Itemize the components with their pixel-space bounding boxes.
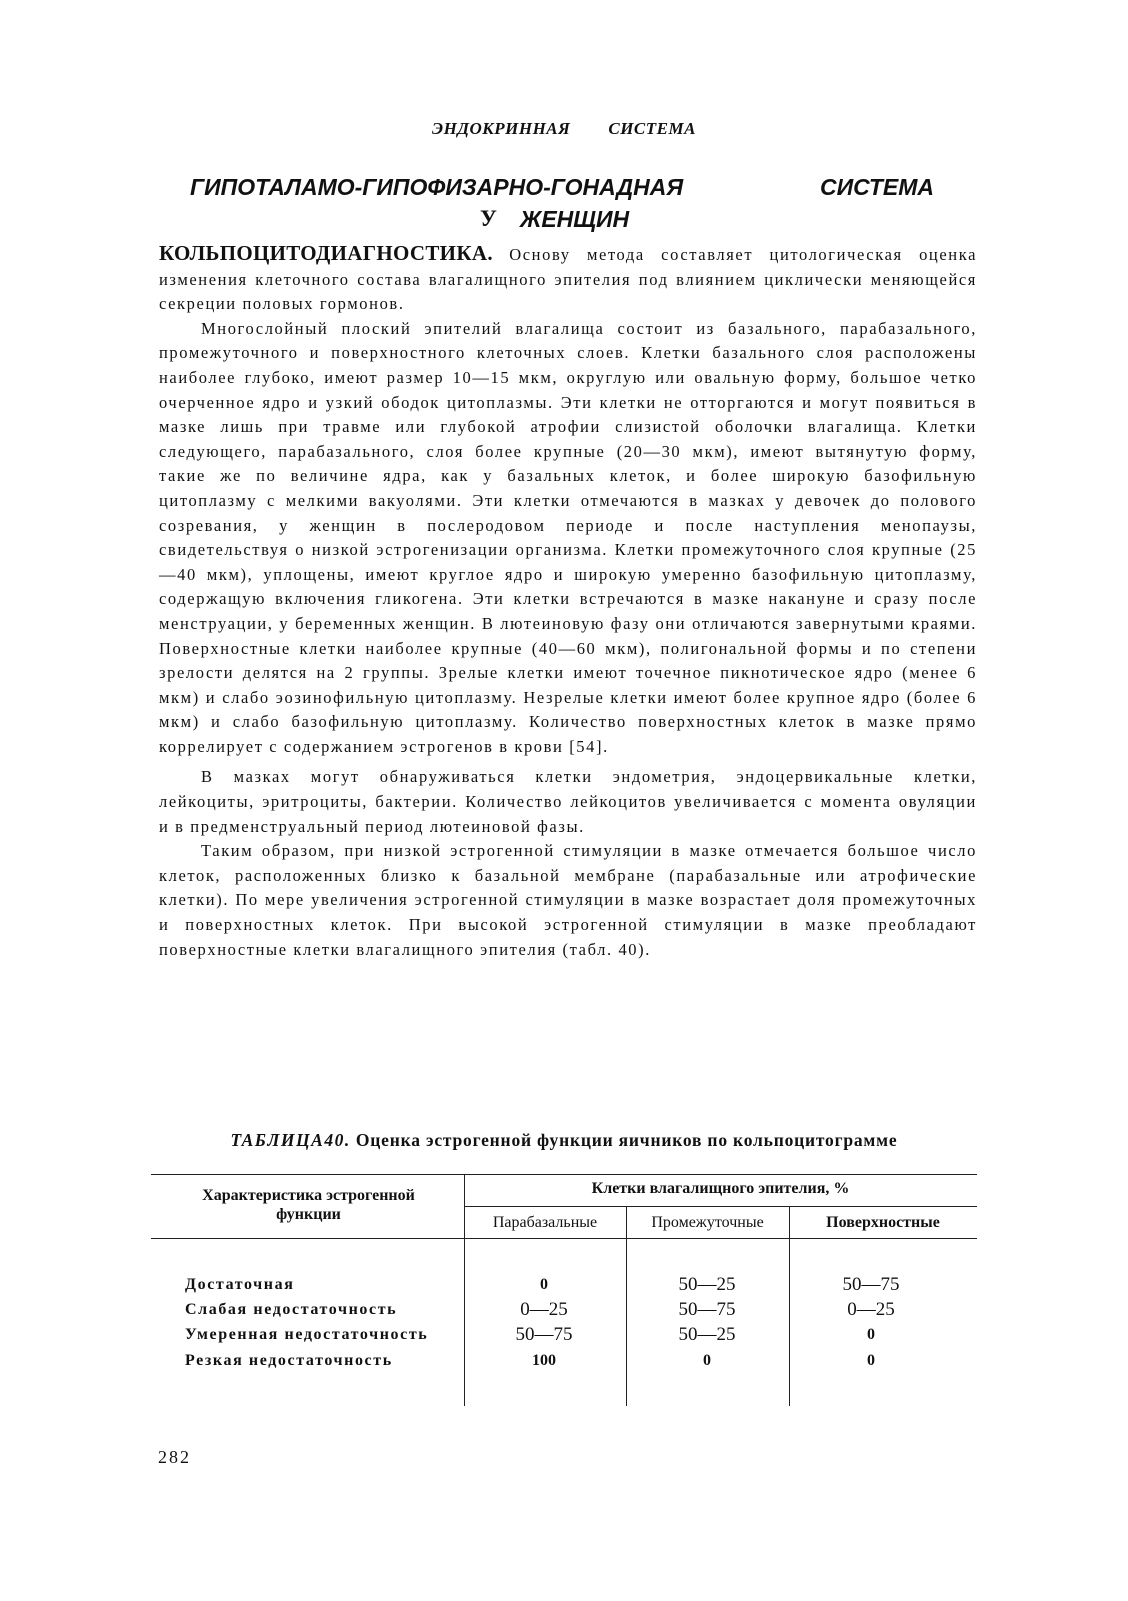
cell-parabasal: 50—75 [515, 1324, 573, 1345]
paragraph-intro-text: Основу метода составляет цитологическая оценка изменения клеточного состава влагалищного эпителия под влиянием циклически меняющейся секреции половых гормонов. [159, 245, 977, 314]
row-label: Резкая недостаточность [185, 1352, 393, 1369]
cell-parabasal: 0—25 [520, 1299, 568, 1320]
paragraph-smear-cells: В мазках могут обнаруживаться клетки эндометрия, эндоцервикальные клетки, лейкоциты, эритроциты, бактерии. Количество лейкоцитов увеличивается с момента овуляции и в предменструальный период лютеиновой фазы. [159, 767, 977, 836]
table-header-superficial: Поверхностные [826, 1214, 940, 1231]
table-caption [0, 1130, 1128, 1151]
table-caption-number: ТАБЛИЦА40. [230, 1130, 351, 1150]
body-text [159, 241, 977, 962]
chapter-title-line2-right: ЖЕНЩИН [520, 206, 630, 232]
table-row [151, 1350, 977, 1376]
row-label: Достаточная [185, 1276, 295, 1293]
paragraph-intro [159, 241, 977, 317]
chapter-title-line1-right: СИСТЕМА [820, 174, 935, 200]
table-rule-top [151, 1174, 977, 1175]
table-row [151, 1274, 977, 1300]
cell-intermediate: 50—25 [678, 1274, 736, 1295]
running-head-right: СИСТЕМА [608, 119, 696, 138]
table-header-group: Клетки влагалищного эпителия, % [591, 1180, 850, 1197]
row-label: Умеренная недостаточность [185, 1326, 429, 1343]
cell-superficial: 0 [867, 1326, 875, 1343]
row-label: Слабая недостаточность [185, 1301, 398, 1318]
estrogen-table [151, 1174, 977, 1414]
cell-intermediate: 0 [703, 1352, 711, 1369]
cell-superficial: 0 [867, 1352, 875, 1369]
running-head-left: ЭНДОКРИННАЯ [432, 119, 571, 138]
table-rule-group [464, 1206, 977, 1207]
cell-parabasal: 0 [540, 1276, 548, 1293]
table-header-parabasal: Парабазальные [492, 1214, 598, 1231]
table-row [151, 1324, 977, 1350]
cell-superficial: 0—25 [847, 1299, 895, 1320]
cell-superficial: 50—75 [842, 1274, 900, 1295]
table-rule-header [151, 1238, 977, 1239]
page-number: 282 [158, 1447, 191, 1467]
table-header-intermediate: Промежуточные [651, 1214, 764, 1231]
paragraph-conclusion: Таким образом, при низкой эстрогенной стимуляции в мазке отмечается большое число клеток, расположенных близко к базальной мембране (парабазальные или атрофические клетки). По мере увеличения эстрогенной стимуляции в мазке возрастает доля промежуточных и поверхностных клеток. При высокой эстрогенной стимуляции в мазке преобладают поверхностные клетки влагалищного эпителия (табл. 40). [159, 841, 977, 959]
paragraph-epithelium: Многослойный плоский эпителий влагалища состоит из базального, парабазального, промежуточного и поверхностного клеточных слоев. Клетки базального слоя расположены наиболее глубоко, имеют размер 10—15 мкм, округлую или овальную форму, большое четко очерченное ядро и узкий ободок цитоплазмы. Эти клетки не отторгаются и могут появиться в мазке лишь при травме или глубокой атрофии слизистой оболочки влагалища. Клетки следующего, парабазального, слоя более крупные (20—30 мкм), имеют вытянутую форму, такие же по величине ядра, как у базальных клеток, и более широкую базофильную цитоплазму с мелкими вакуолями. Эти клетки отмечаются в мазках у девочек до полового созревания, у женщин в послеродовом периоде и после наступления менопаузы, свидетельствуя о низкой эстрогенизации организма. Клетки промежуточного слоя крупные (25—40 мкм), уплощены, имеют круглое ядро и широкую умеренно базофильную цитоплазму, содержащую включения гликогена. Эти клетки встречаются в мазке накануне и сразу после менструации, у беременных женщин. В лютеиновую фазу они отличаются завернутыми краями. Поверхностные клетки наиболее крупные (40—60 мкм), полигональной формы и по степени зрелости делятся на 2 группы. Зрелые клетки имеют точечное пикнотическое ядро (менее 6 мкм) и слабо эозинофильную цитоплазму. Незрелые клетки имеют более крупное ядро (более 6 мкм) и слабо базофильную цитоплазму. Количество поверхностных клеток в мазке прямо коррелирует с содержанием эстрогенов в крови [54]. [159, 318, 977, 756]
running-head [0, 119, 1128, 139]
table-row [151, 1299, 977, 1325]
table-header-characteristic: Характеристика эстрогенной функции [202, 1187, 415, 1223]
lead-term: КОЛЬПОЦИТОДИАГНОСТИКА. [159, 241, 493, 265]
cell-intermediate: 50—25 [678, 1324, 736, 1345]
chapter-title-line1-left: ГИПОТАЛАМО-ГИПОФИЗАРНО-ГОНАДНАЯ [190, 174, 684, 200]
cell-intermediate: 50—75 [678, 1299, 736, 1320]
cell-parabasal: 100 [532, 1352, 556, 1369]
table-caption-text: Оценка эстрогенной функции яичников по кольпоцитограмме [350, 1130, 898, 1150]
chapter-title-line2-left: У [480, 206, 497, 231]
